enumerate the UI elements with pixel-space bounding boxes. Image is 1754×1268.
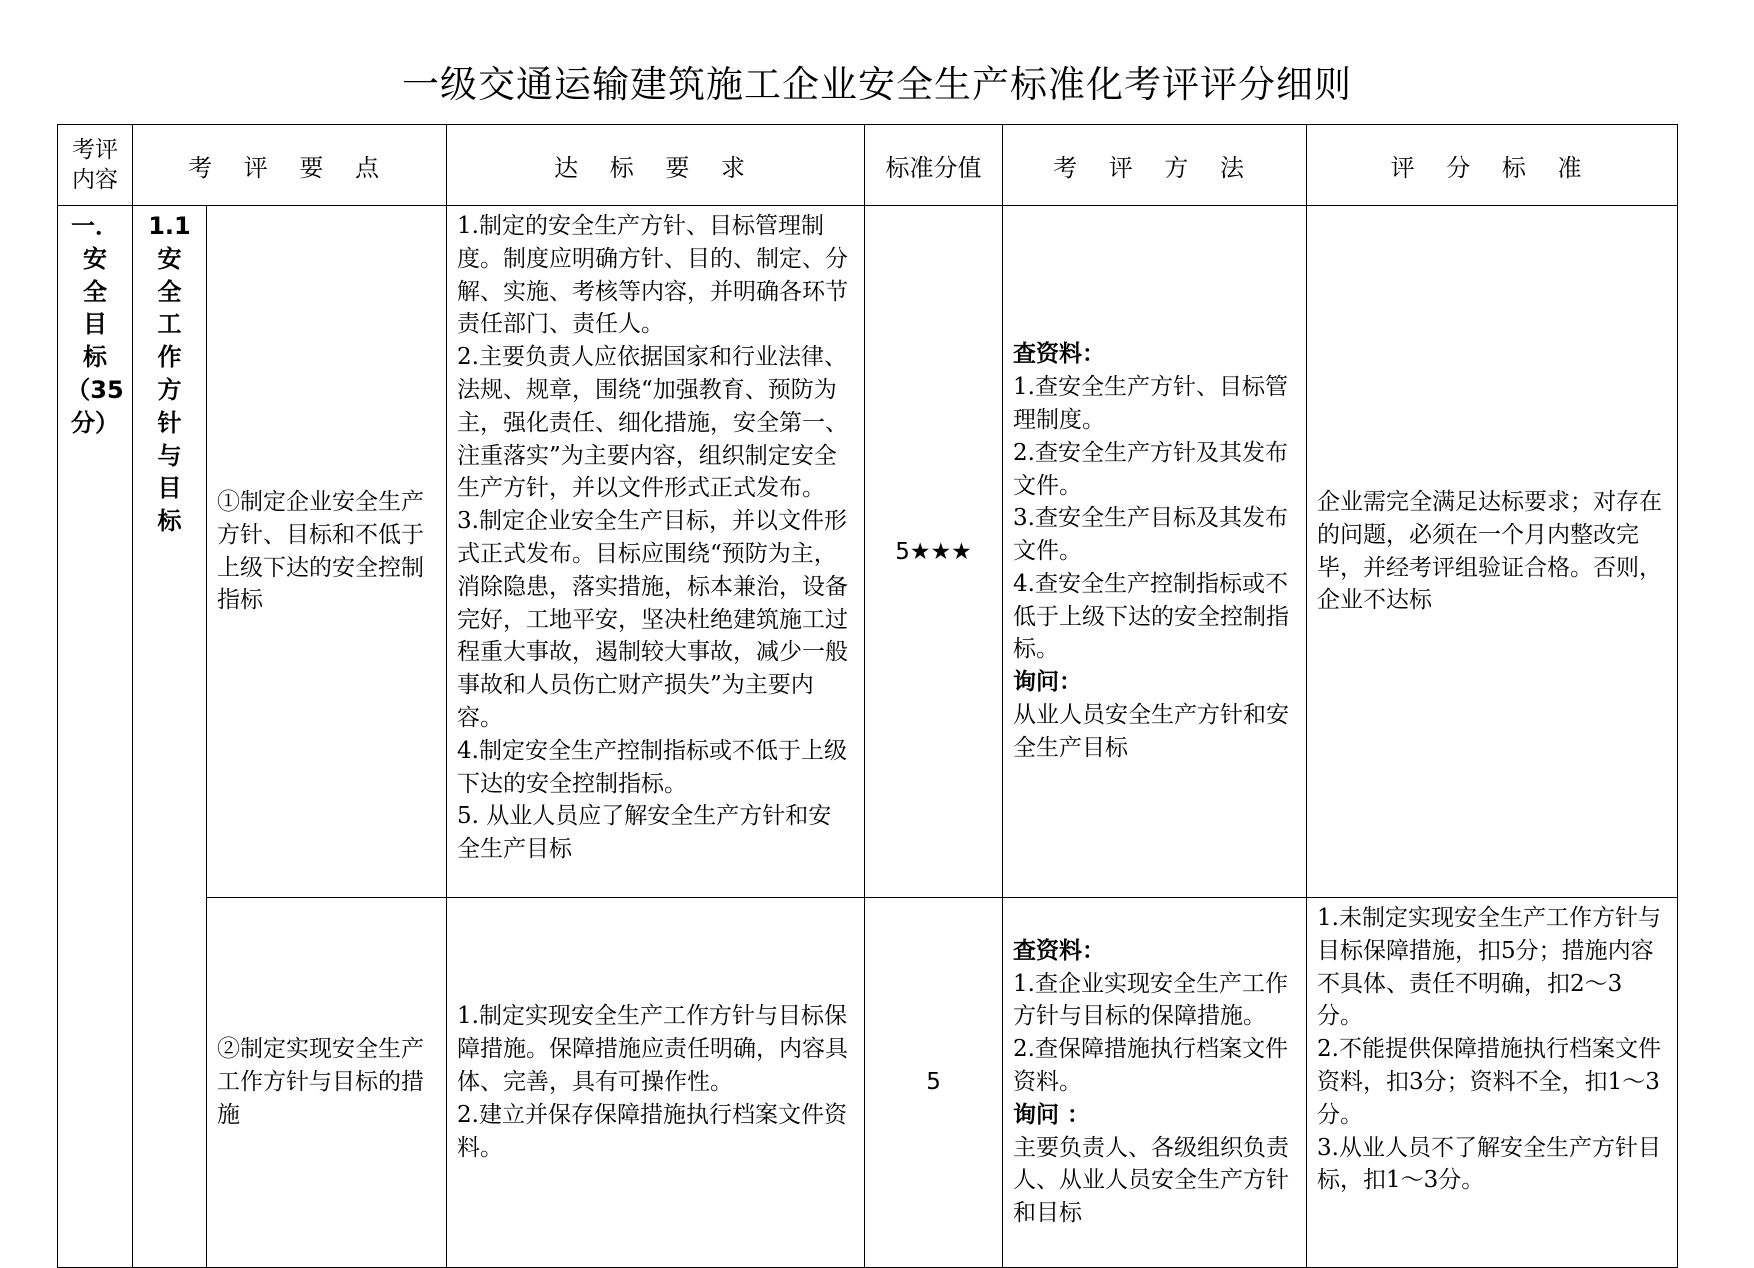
method-text-docs: 1.查安全生产方针、目标管理制度。 2.查安全生产方针及其发布文件。 3.查安全生产目标及其发布文件。 4.查安全生产控制指标或不低于上级下达的安全控制指标。	[1013, 374, 1290, 663]
standard-score: 5	[865, 898, 1003, 1268]
method-cell	[1003, 206, 1307, 898]
method-label-check-docs: 查资料：	[1013, 937, 1106, 964]
method-label-inquiry: 询问：	[1013, 669, 1083, 696]
method-text-inquiry: 主要负责人、各级组织负责人、从业人员安全生产方针和目标	[1013, 1134, 1290, 1227]
evaluation-point: ①制定企业安全生产方针、目标和不低于上级下达的安全控制指标	[217, 488, 424, 614]
method-label-check-docs: 查资料：	[1013, 341, 1106, 368]
header-content: 考评 内容	[58, 125, 133, 206]
header-row	[58, 125, 1678, 206]
method-text-inquiry: 从业人员安全生产方针和安全生产目标	[1013, 702, 1290, 761]
criteria-text: 企业需完全满足达标要求；对存在的问题，必须在一个月内整改完毕，并经考评组验证合格。否则，企业不达标	[1317, 488, 1663, 614]
method-block	[1003, 302, 1306, 802]
page-title: 一级交通运输建筑施工企业安全生产标准化考评评分细则	[402, 63, 1352, 106]
evaluation-point: ②制定实现安全生产工作方针与目标的措施	[217, 1036, 424, 1128]
header-method: 考 评 方 法	[1003, 125, 1307, 206]
sub-section-label-cell	[133, 206, 207, 1268]
section-label-cell	[58, 206, 133, 1268]
requirement-text: 1.制定实现安全生产工作方针与目标保障措施。保障措施应责任明确，内容具体、完善，具有可操作性。 2.建立并保存保障措施执行档案文件资料。	[457, 1003, 849, 1161]
criteria-cell	[1307, 898, 1678, 1268]
point-cell	[207, 898, 447, 1268]
requirement-cell	[447, 898, 865, 1268]
requirement-text: 1.制定的安全生产方针、目标管理制度。制度应明确方针、目的、制定、分解、实施、考核等内容，并明确各环节责任部门、责任人。 2.主要负责人应依据国家和行业法律、法规、规章，围绕“加强教育、预防为主，强化责任、细化措施，安全第一、注重落实”为主要内容，组织制定安全生产方针，并以文件形式正式发布。 3.制定企业安全生产目标，并以文件形式正式发布。目标应围绕“预防为主，消除隐患，落实措施，标本兼治，设备完好，工地平安，坚决杜绝建筑施工过程重大事故，遏制较大事故，减少一般事故和人员伤亡财产损失”为主要内容。 4.制定安全生产控制指标或不低于上级下达的安全控制指标。 5. 从业人员应了解安全生产方针和安全生产目标	[457, 213, 849, 863]
header-points: 考 评 要 点	[133, 125, 447, 206]
scoring-table	[57, 124, 1678, 1268]
requirement-cell	[447, 206, 865, 898]
header-criteria: 评 分 标 准	[1307, 125, 1678, 206]
method-block	[1003, 898, 1306, 1267]
table-row	[58, 206, 1678, 898]
method-label-inquiry: 询问 ：	[1013, 1101, 1091, 1128]
section-label: 一． 安 全 目 标 （35 分）	[66, 212, 124, 437]
criteria-cell	[1307, 206, 1678, 898]
header-requirement: 达 标 要 求	[447, 125, 865, 206]
header-score: 标准分值	[865, 125, 1003, 206]
criteria-text: 1.未制定实现安全生产工作方针与目标保障措施，扣5分；措施内容不具体、责任不明确，扣2～3分。 2.不能提供保障措施执行档案文件资料，扣3分；资料不全，扣1～3分。 3.从业人员不了解安全生产方针目标，扣1～3分。	[1317, 905, 1661, 1194]
table-row	[58, 898, 1678, 1268]
point-cell	[207, 206, 447, 898]
method-text-docs: 1.查企业实现安全生产工作方针与目标的保障措施。 2.查保障措施执行档案文件资料。	[1013, 970, 1288, 1095]
standard-score: 5★★★	[865, 206, 1003, 898]
method-cell	[1003, 898, 1307, 1268]
sub-section-label: 1.1 安 全 工 作 方 针 与 目 标	[148, 212, 191, 536]
